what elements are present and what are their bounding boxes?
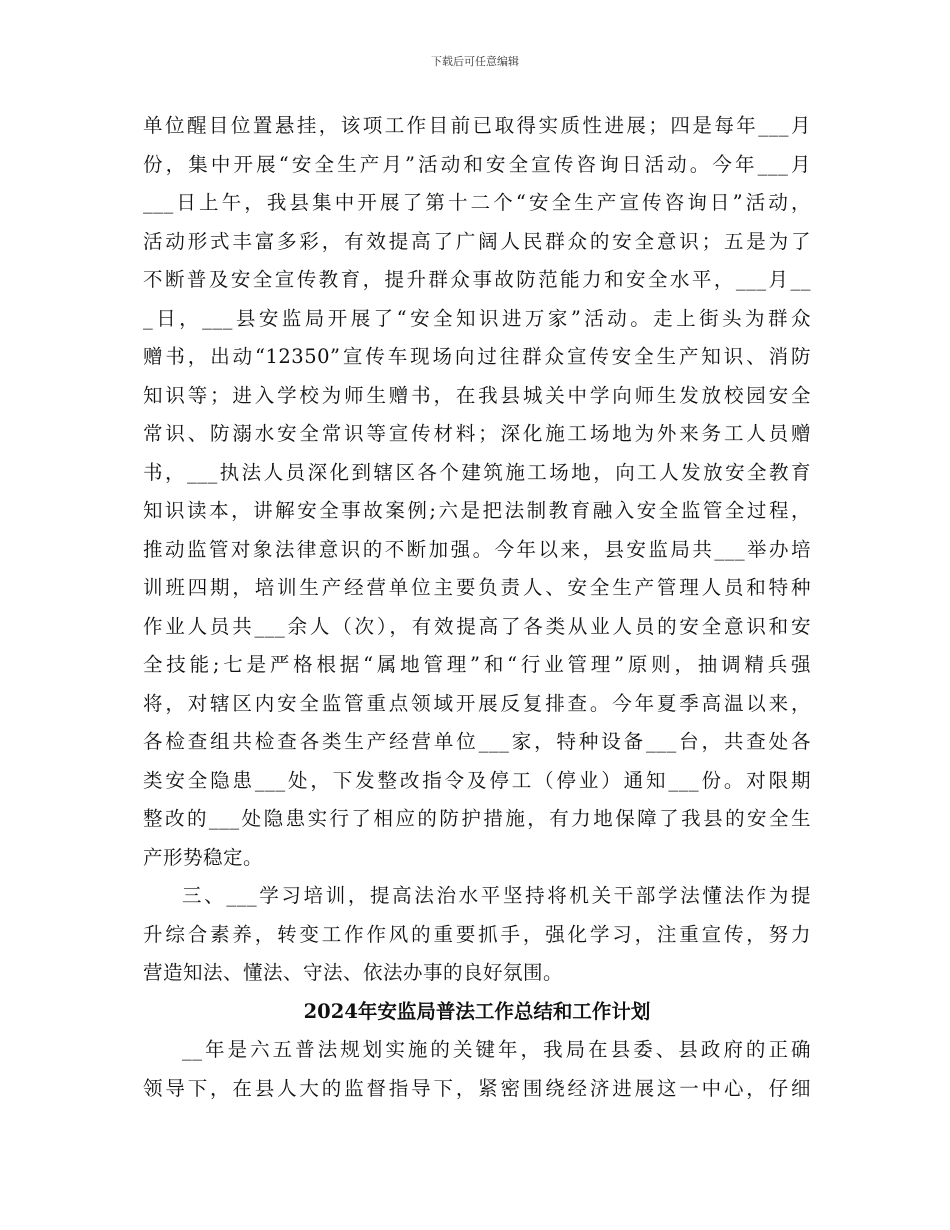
- text-line: 类安全隐患___处，下发整改指令及停工（停业）通知___份。对限期: [143, 768, 811, 792]
- text-line: 领导下，在县人大的监督指导下，紧密围绕经济进展这一中心，仔细: [143, 1076, 811, 1100]
- text-line: 三、___学习培训，提高法治水平坚持将机关干部学法懂法作为提: [182, 884, 811, 907]
- text-line: 全技能;七是严格根据“属地管理”和“行业管理”原则，抽调精兵强: [143, 653, 811, 676]
- text-line: 常识、防溺水安全常识等宣传材料；深化施工场地为外来务工人员赠: [143, 422, 811, 445]
- text-line: 将，对辖区内安全监管重点领域开展反复排查。今年夏季高温以来，: [143, 691, 811, 715]
- document-body: [143, 107, 811, 1108]
- text-line: 产形势稳定。: [143, 845, 264, 869]
- section-title: 2024年安监局普法工作总结和工作计划: [303, 999, 651, 1023]
- text-line: 营造知法、懂法、守法、依法办事的良好氛围。: [143, 961, 564, 984]
- text-line: __年是六五普法规划实施的关键年，我局在县委、县政府的正确: [182, 1038, 811, 1061]
- text-line: 不断普及安全宣传教育，提升群众事故防范能力和安全水平，___月__: [143, 268, 811, 291]
- text-line: 知识读本，讲解安全事故案例;六是把法制教育融入安全监管全过程，: [143, 499, 811, 522]
- text-line: _日，___县安监局开展了“安全知识进万家”活动。走上街头为群众: [143, 306, 811, 330]
- text-line: 整改的___处隐患实行了相应的防护措施，有力地保障了我县的安全生: [143, 807, 811, 830]
- text-line: 各检查组共检查各类生产经营单位___家，特种设备___台，共查处各: [143, 730, 811, 753]
- text-line: 知识等；进入学校为师生赠书，在我县城关中学向师生发放校园安全: [143, 383, 811, 407]
- text-line: ___日上午，我县集中开展了第十二个“安全生产宣传咨询日”活动，: [143, 191, 811, 214]
- text-line: 份，集中开展“安全生产月”活动和安全宣传咨询日活动。今年___月: [143, 152, 811, 176]
- text-line: 活动形式丰富多彩，有效提高了广阔人民群众的安全意识；五是为了: [143, 229, 811, 253]
- text-line: 训班四期，培训生产经营单位主要负责人、安全生产管理人员和特种: [143, 576, 811, 599]
- page-header: 下载后可任意编辑: [431, 55, 519, 68]
- paragraph-summary-intro: [143, 1031, 811, 1108]
- paragraph-safety-publicity: [143, 107, 811, 877]
- text-line: 推动监管对象法律意识的不断加强。今年以来，县安监局共___举办培: [143, 537, 811, 561]
- text-line: 书，___执法人员深化到辖区各个建筑施工场地，向工人发放安全教育: [143, 460, 811, 484]
- text-line: 作业人员共___余人（次），有效提高了各类从业人员的安全意识和安: [143, 614, 811, 638]
- text-line: 赠书，出动“12350”宣传车现场向过往群众宣传安全生产知识、消防: [143, 345, 811, 368]
- text-line: 单位醒目位置悬挂，该项工作目前已取得实质性进展；四是每年___月: [143, 114, 811, 137]
- text-line: 升综合素养，转变工作作风的重要抓手，强化学习，注重宣传，努力: [143, 922, 811, 946]
- paragraph-legal-training: [143, 877, 811, 993]
